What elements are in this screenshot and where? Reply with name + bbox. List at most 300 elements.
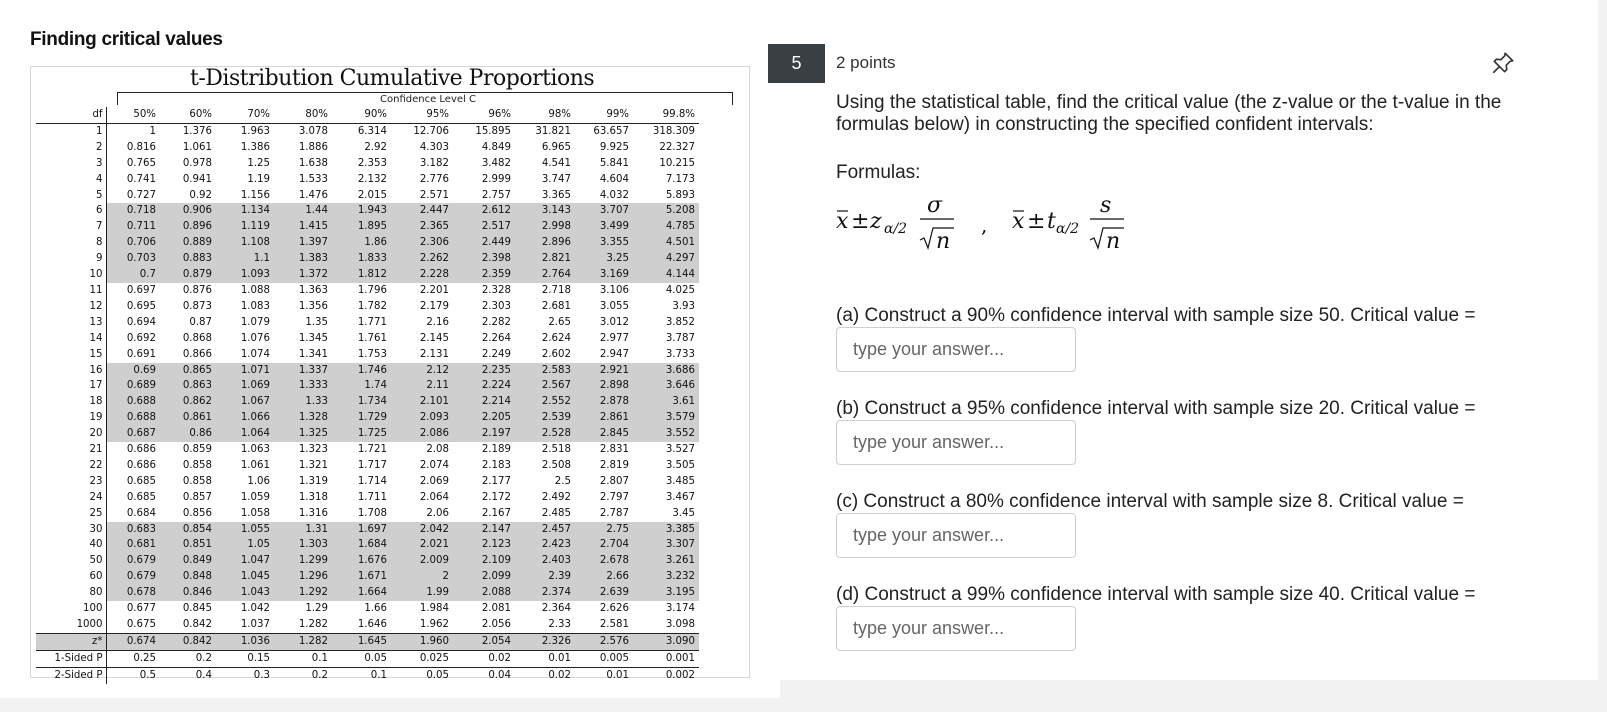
table-row-label: 21 — [36, 442, 106, 458]
table-cell: 1.99 — [391, 585, 453, 601]
table-cell: 0.851 — [160, 537, 216, 553]
table-cell: 1.714 — [357, 475, 387, 487]
table-cell: 1.833 — [332, 251, 391, 267]
table-cell: 3.195 — [633, 585, 699, 601]
table-cell: 0.703 — [106, 251, 160, 267]
table-cell: 1.328 — [274, 410, 332, 426]
table-cell: 2.364 — [541, 603, 571, 615]
table-cell: 1.088 — [240, 284, 270, 296]
table-cell: 2.678 — [575, 553, 633, 569]
table-cell: 0.697 — [126, 284, 156, 296]
table-cell: 0.677 — [126, 603, 156, 615]
table-cell: 1.721 — [357, 444, 387, 456]
table-cell: 1.296 — [274, 569, 332, 585]
table-cell: 3.485 — [665, 475, 695, 487]
table-cell: 2.099 — [453, 569, 515, 585]
table-cell: 2.201 — [419, 284, 449, 296]
table-cell: 2.064 — [419, 491, 449, 503]
table-cell: 1.697 — [332, 522, 391, 538]
table-row — [36, 650, 699, 667]
table-cell: 2.602 — [541, 348, 571, 360]
table-cell: 1.119 — [216, 219, 274, 235]
formula-n-t: n — [1106, 229, 1121, 254]
table-cell: 3.467 — [665, 491, 695, 503]
table-cell: 2.179 — [419, 300, 449, 312]
table-cell: 2.807 — [599, 475, 629, 487]
table-cell: 0.978 — [182, 157, 212, 169]
table-cell: 2.492 — [541, 491, 571, 503]
table-cell: 3.365 — [541, 189, 571, 201]
table-cell: 0.679 — [106, 553, 160, 569]
table-row-label: 12 — [36, 299, 106, 315]
table-cell: 2.447 — [391, 203, 453, 219]
table-cell: 1.066 — [216, 410, 274, 426]
table-cell: 2.861 — [575, 410, 633, 426]
formula-sigma: σ — [927, 193, 943, 218]
table-cell: 2.5 — [554, 475, 571, 487]
table-cell: 1.325 — [274, 426, 332, 442]
table-row-label: 3 — [36, 156, 106, 172]
table-cell: 2.92 — [364, 141, 387, 153]
table-cell: 2.021 — [391, 537, 453, 553]
table-cell: 2.359 — [453, 267, 515, 283]
table-cell: 2.353 — [357, 157, 387, 169]
table-cell: 2.583 — [515, 363, 575, 379]
table-cell: 2.08 — [426, 444, 449, 456]
table-cell: 3.552 — [633, 426, 699, 442]
table-cell: 3.25 — [575, 251, 633, 267]
table-cell: 2.878 — [575, 394, 633, 410]
part-a-label: (a) Construct a 90% confidence interval with sample size 50. Critical value = — [836, 305, 1476, 326]
table-cell: 1.397 — [274, 235, 332, 251]
table-cell: 2.567 — [515, 378, 575, 394]
table-cell: 0.865 — [160, 363, 216, 379]
table-cell: 3.174 — [665, 603, 695, 615]
table-cell: 0.678 — [106, 585, 160, 601]
table-cell: 0.741 — [126, 173, 156, 185]
table-cell: 63.657 — [593, 125, 629, 137]
table-row-label: 4 — [36, 172, 106, 188]
table-cell: 1.076 — [240, 332, 270, 344]
table-row-label: 19 — [36, 410, 106, 426]
table-cell: 0.2 — [160, 650, 216, 667]
table-cell: 0.857 — [182, 491, 212, 503]
table-cell: 2.015 — [357, 189, 387, 201]
table-cell: 1.646 — [357, 619, 387, 630]
table-cell: 0.858 — [182, 459, 212, 471]
table-cell: 2.33 — [548, 619, 571, 630]
table-cell: 1.323 — [298, 444, 328, 456]
table-cell: 1.782 — [357, 300, 387, 312]
table-cell: 1.319 — [298, 475, 328, 487]
table-cell: 1.895 — [332, 219, 391, 235]
table-cell: 3.93 — [672, 300, 695, 312]
table-row-label: 18 — [36, 394, 106, 410]
table-cell: 1.19 — [247, 173, 270, 185]
table-row — [36, 569, 699, 585]
table-cell: 2.06 — [426, 507, 449, 519]
table-row-label: 6 — [36, 203, 106, 219]
table-row-label: 20 — [36, 426, 106, 442]
table-cell: 2.205 — [453, 410, 515, 426]
formula-s: s — [1100, 193, 1112, 218]
table-cell: 1.383 — [274, 251, 332, 267]
table-cell: 2.576 — [575, 633, 633, 650]
table-cell: 0.3 — [216, 667, 274, 683]
table-cell: 1.796 — [357, 284, 387, 296]
table-cell: 1.321 — [298, 459, 328, 471]
table-cell: 1.812 — [332, 267, 391, 283]
table-cell: 2.069 — [419, 475, 449, 487]
table-cell: 2.042 — [391, 522, 453, 538]
table-cell: 0.862 — [160, 394, 216, 410]
table-cell: 0.001 — [633, 650, 699, 667]
table-cell: 9.925 — [599, 141, 629, 153]
table-cell: 0.859 — [182, 444, 212, 456]
table-cell: 0.25 — [106, 650, 160, 667]
table-header-cell: 50% — [106, 107, 160, 123]
table-cell: 3.182 — [419, 157, 449, 169]
table-cell: 1.292 — [274, 585, 332, 601]
table-row — [36, 410, 699, 426]
table-cell: 3.106 — [599, 284, 629, 296]
table-cell: 1.282 — [298, 619, 328, 630]
table-cell: 2.485 — [541, 507, 571, 519]
table-cell: 1.25 — [247, 157, 270, 169]
table-row-label: 10 — [36, 267, 106, 283]
table-cell: 0.889 — [160, 235, 216, 251]
table-cell: 4.501 — [633, 235, 699, 251]
table-cell: 0.1 — [332, 667, 391, 683]
table-cell: 10.215 — [659, 157, 695, 169]
table-cell: 2.624 — [541, 332, 571, 344]
table-cell: 2.235 — [453, 363, 515, 379]
table-cell: 4.025 — [665, 284, 695, 296]
table-row — [36, 458, 699, 474]
table-cell: 1.476 — [298, 189, 328, 201]
table-row-label: 11 — [36, 283, 106, 299]
table-cell: 2.147 — [453, 522, 515, 538]
table-cell: 1.299 — [274, 553, 332, 569]
table-cell: 15.895 — [475, 125, 511, 137]
table-cell: 2.998 — [515, 219, 575, 235]
formula-image — [836, 188, 1196, 258]
table-cell: 2.214 — [453, 394, 515, 410]
part-c-label: (c) Construct a 80% confidence interval with sample size 8. Critical value = — [836, 491, 1464, 512]
table-row-label: 9 — [36, 251, 106, 267]
table-cell: 2.081 — [481, 603, 511, 615]
table-cell: 3.733 — [665, 348, 695, 360]
table-row — [36, 585, 699, 601]
table-cell: 2.093 — [391, 410, 453, 426]
table-cell: 0.87 — [189, 316, 212, 328]
table-cell: 0.941 — [182, 173, 212, 185]
table-cell: 3.012 — [599, 316, 629, 328]
confidence-level-label: Confidence Level C — [380, 94, 476, 105]
table-cell: 2.704 — [575, 537, 633, 553]
table-cell: 0.692 — [126, 332, 156, 344]
table-cell: 2.403 — [515, 553, 575, 569]
table-header-df: df — [36, 107, 106, 123]
table-cell: 1.664 — [332, 585, 391, 601]
table-cell: 3.499 — [575, 219, 633, 235]
part-b-label: (b) Construct a 95% confidence interval with sample size 20. Critical value = — [836, 398, 1476, 419]
table-row — [36, 140, 699, 156]
table-cell: 3.686 — [633, 363, 699, 379]
table-cell: 2.009 — [391, 553, 453, 569]
table-cell: 0.846 — [160, 585, 216, 601]
table-cell: 2.109 — [453, 553, 515, 569]
table-cell: 2.797 — [599, 491, 629, 503]
table-cell: 0.1 — [274, 650, 332, 667]
table-cell: 1.684 — [332, 537, 391, 553]
table-row — [36, 251, 699, 267]
table-row — [36, 347, 699, 363]
table-cell: 1.74 — [332, 378, 391, 394]
table-cell: 1.093 — [216, 267, 274, 283]
table-cell: 1.66 — [364, 603, 387, 615]
table-header-cell: 95% — [391, 107, 453, 123]
table-header-row — [36, 107, 699, 123]
table-cell: 2.787 — [599, 507, 629, 519]
table-cell: 2.177 — [481, 475, 511, 487]
table-cell: 7.173 — [665, 173, 695, 185]
table-cell: 0.69 — [106, 363, 160, 379]
table-cell: 1.356 — [298, 300, 328, 312]
table-cell: 2.264 — [481, 332, 511, 344]
table-cell: 2.518 — [541, 444, 571, 456]
table-cell: 1.042 — [240, 603, 270, 615]
table-row — [36, 506, 699, 522]
table-row — [36, 331, 699, 347]
table-cell: 3.078 — [298, 125, 328, 137]
table-cell: 1.376 — [182, 125, 212, 137]
table-cell: 3.307 — [633, 537, 699, 553]
table-cell: 2.819 — [599, 459, 629, 471]
table-cell: 2.831 — [599, 444, 629, 456]
table-row-label: 2-Sided P — [36, 667, 106, 683]
table-cell: 0.854 — [160, 522, 216, 538]
table-cell: 0.05 — [391, 667, 453, 683]
table-row — [36, 172, 699, 188]
table-cell: 2.457 — [515, 522, 575, 538]
table-cell: 2.16 — [426, 316, 449, 328]
table-cell: 2.845 — [575, 426, 633, 442]
table-header-cell: 99% — [575, 107, 633, 123]
t-distribution-table — [36, 107, 699, 684]
table-cell: 2.681 — [541, 300, 571, 312]
table-row — [36, 633, 699, 650]
table-cell: 2.365 — [391, 219, 453, 235]
table-cell: 4.541 — [541, 157, 571, 169]
table-row-label: 80 — [36, 585, 106, 601]
table-cell: 1.638 — [298, 157, 328, 169]
table-cell: 0.2 — [274, 667, 332, 683]
table-row-label: 5 — [36, 188, 106, 204]
formula-pm-z: ± — [851, 209, 870, 234]
table-row — [36, 156, 699, 172]
table-cell: 0.002 — [633, 667, 699, 683]
formula-separator: , — [981, 213, 988, 237]
table-cell: 0.01 — [515, 650, 575, 667]
table-cell: 0.688 — [106, 394, 160, 410]
table-cell: 0.684 — [126, 507, 156, 519]
table-cell: 2.228 — [391, 267, 453, 283]
table-header-cell: 96% — [453, 107, 515, 123]
table-cell: 3.852 — [665, 316, 695, 328]
table-cell: 2.086 — [391, 426, 453, 442]
part-c-answer-input[interactable] — [836, 513, 1076, 558]
table-cell: 4.144 — [633, 267, 699, 283]
part-a-answer-input[interactable] — [836, 327, 1076, 372]
table-cell: 0.849 — [160, 553, 216, 569]
table-cell: 0.7 — [106, 267, 160, 283]
table-cell: 0.694 — [126, 316, 156, 328]
table-cell: 0.02 — [515, 667, 575, 683]
table-header-cell: 90% — [332, 107, 391, 123]
table-cell: 3.482 — [481, 157, 511, 169]
table-cell: 3.055 — [599, 300, 629, 312]
table-cell: 0.845 — [182, 603, 212, 615]
table-cell: 1.06 — [247, 475, 270, 487]
table-cell: 2.306 — [391, 235, 453, 251]
table-row-label: 1 — [36, 123, 106, 139]
table-cell: 5.841 — [599, 157, 629, 169]
table-cell: 3.169 — [575, 267, 633, 283]
table-cell: 0.686 — [126, 444, 156, 456]
table-row — [36, 617, 699, 633]
table-cell: 2.757 — [481, 189, 511, 201]
table-row-label: 60 — [36, 569, 106, 585]
table-cell: 1.717 — [357, 459, 387, 471]
table-cell: 1.063 — [240, 444, 270, 456]
table-cell: 0.816 — [126, 141, 156, 153]
table-row-label: 8 — [36, 235, 106, 251]
table-cell: 2.821 — [515, 251, 575, 267]
table-cell: 0.688 — [106, 410, 160, 426]
table-cell: 3.787 — [665, 332, 695, 344]
table-cell: 2.197 — [453, 426, 515, 442]
table-row-label: 100 — [36, 601, 106, 617]
table-cell: 0.92 — [189, 189, 212, 201]
table-cell: 1 — [149, 125, 156, 137]
table-cell: 2.398 — [453, 251, 515, 267]
table-cell: 2.39 — [515, 569, 575, 585]
table-cell: 0.05 — [332, 650, 391, 667]
table-header-cell: 80% — [274, 107, 332, 123]
table-cell: 2.921 — [575, 363, 633, 379]
table-cell: 1.645 — [332, 633, 391, 650]
part-d-answer-input[interactable] — [836, 606, 1076, 651]
table-cell: 1.708 — [357, 507, 387, 519]
table-cell: 1.746 — [332, 363, 391, 379]
table-row-label: 7 — [36, 219, 106, 235]
table-cell: 2.517 — [453, 219, 515, 235]
table-row — [36, 203, 699, 219]
table-cell: 2.639 — [575, 585, 633, 601]
table-cell: 2.131 — [419, 348, 449, 360]
table-cell: 1.059 — [240, 491, 270, 503]
table-cell: 1.071 — [216, 363, 274, 379]
table-row — [36, 601, 699, 617]
table-row — [36, 283, 699, 299]
table-cell: 4.303 — [419, 141, 449, 153]
table-cell: 2.539 — [515, 410, 575, 426]
table-row — [36, 553, 699, 569]
table-row — [36, 490, 699, 506]
table-cell: 2.977 — [599, 332, 629, 344]
table-cell: 0.765 — [126, 157, 156, 169]
table-cell: 0.681 — [106, 537, 160, 553]
table-cell: 1.067 — [216, 394, 274, 410]
table-row-label: 40 — [36, 537, 106, 553]
table-cell: 1.318 — [298, 491, 328, 503]
table-row — [36, 188, 699, 204]
table-row-label: 17 — [36, 378, 106, 394]
table-cell: 3.527 — [665, 444, 695, 456]
table-cell: 0.861 — [160, 410, 216, 426]
table-cell: 1.676 — [332, 553, 391, 569]
table-row — [36, 363, 699, 379]
table-cell: 1.734 — [332, 394, 391, 410]
table-cell: 0.685 — [126, 491, 156, 503]
pin-icon[interactable] — [1490, 50, 1516, 76]
part-b-answer-input[interactable] — [836, 420, 1076, 465]
table-cell: 0.4 — [160, 667, 216, 683]
table-cell: 2.718 — [541, 284, 571, 296]
table-cell: 0.856 — [182, 507, 212, 519]
table-cell: 0.879 — [160, 267, 216, 283]
formulas-label: Formulas: — [836, 162, 921, 183]
table-cell: 1.108 — [216, 235, 274, 251]
table-cell: 2.764 — [515, 267, 575, 283]
table-cell: 1.337 — [274, 363, 332, 379]
table-cell: 2.172 — [481, 491, 511, 503]
table-cell: 1.083 — [240, 300, 270, 312]
table-cell: 6.314 — [357, 125, 387, 137]
table-cell: 1.44 — [274, 203, 332, 219]
table-cell: 0.727 — [126, 189, 156, 201]
table-cell: 0.863 — [160, 378, 216, 394]
table-cell: 2.65 — [548, 316, 571, 328]
table-cell: 1.372 — [274, 267, 332, 283]
table-row-label: 15 — [36, 347, 106, 363]
table-cell: 2.571 — [419, 189, 449, 201]
table-row-label: 22 — [36, 458, 106, 474]
table-cell: 4.849 — [481, 141, 511, 153]
table-cell: 5.208 — [633, 203, 699, 219]
table-cell: 0.695 — [126, 300, 156, 312]
formula-n-z: n — [936, 229, 951, 254]
table-cell: 1.86 — [332, 235, 391, 251]
table-cell: 2.326 — [515, 633, 575, 650]
formula-sub-t: α/2 — [1056, 221, 1080, 237]
table-cell: 318.309 — [652, 125, 695, 137]
table-cell: 4.032 — [599, 189, 629, 201]
table-cell: 2.11 — [391, 378, 453, 394]
table-cell: 2.75 — [575, 522, 633, 538]
table-cell: 1.753 — [357, 348, 387, 360]
table-row — [36, 299, 699, 315]
table-cell: 3.747 — [541, 173, 571, 185]
table-cell: 0.01 — [575, 667, 633, 683]
table-cell: 0.711 — [106, 219, 160, 235]
table-cell: 1.962 — [419, 619, 449, 630]
table-row-label: 23 — [36, 474, 106, 490]
table-cell: 1.05 — [216, 537, 274, 553]
table-cell: 3.579 — [633, 410, 699, 426]
table-row — [36, 219, 699, 235]
